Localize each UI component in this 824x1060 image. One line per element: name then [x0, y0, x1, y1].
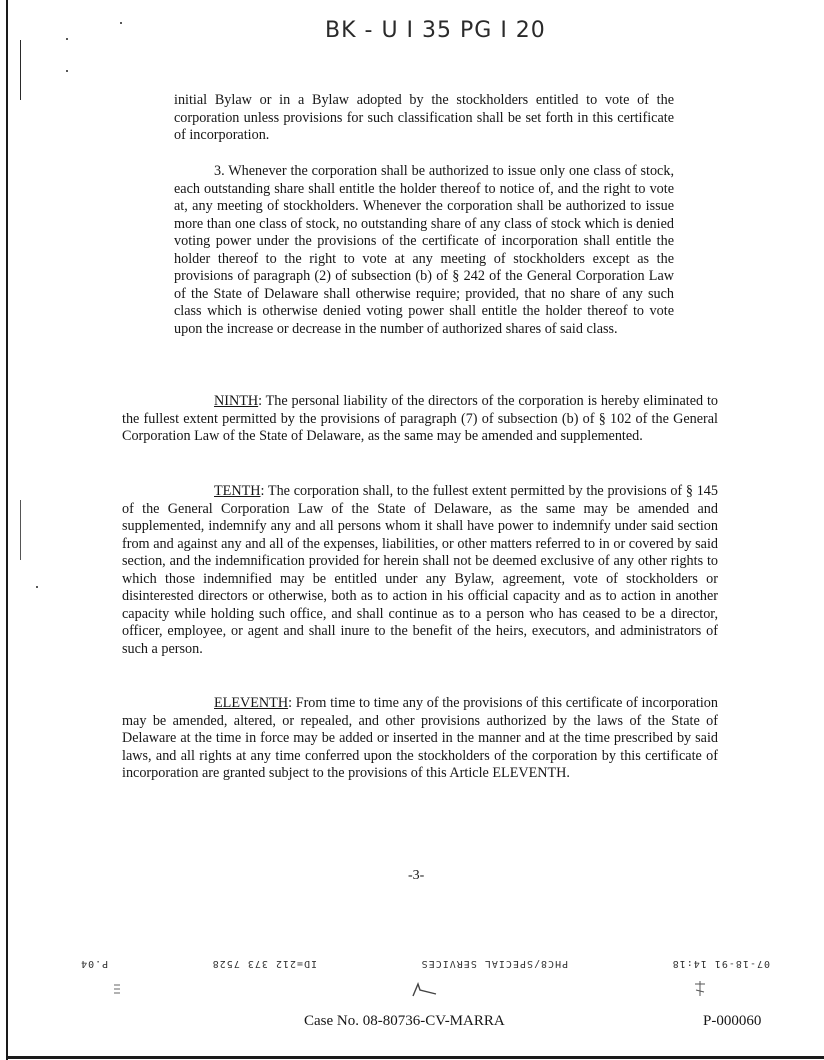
fax-phone: ID=212 373 7528	[211, 958, 318, 969]
scan-speck	[66, 38, 68, 40]
footer-case-number: Case No. 08-80736-CV-MARRA	[304, 1013, 505, 1029]
fax-sender: PHC8/SPECIAL SERVICES	[420, 958, 569, 969]
fax-page: P.04	[80, 958, 109, 969]
scan-border-left	[6, 0, 8, 1060]
article-eleventh-heading: ELEVENTH	[214, 695, 289, 711]
handwritten-mark	[692, 980, 708, 998]
article-tenth-heading: TENTH	[214, 483, 261, 499]
footer-bates-number: P-000060	[703, 1013, 762, 1029]
fax-date-time: 07-18-91 14:18	[671, 958, 770, 969]
article-eleventh	[122, 695, 718, 783]
article-tenth-text: : The corporation shall, to the fullest extent permitted by the provisions of § 145 of the General Corporation Law of the State of Delaware, as the same may be amended and supplemented, indemnify any and all persons whom it shall have power to indemnify under said section from and against any and all of the expenses, liabilities, or other matters referred to in or covered by said section, and the indemnification provided for herein shall not be deemed exclusive of any other rights to which those indemnified may be entitled under any Bylaw, agreement, vote of stockholders or disinterested directors or otherwise, both as to action in his official capacity and as to action in another capacity while holding such office, and shall continue as to a person who has ceased to be a director, officer, employee, or agent and shall inure to the benefit of the heirs, executors, and administrators of such a person.	[122, 483, 718, 657]
article-ninth-text: : The personal liability of the directors of the corporation is hereby eliminated to the fullest extent permitted by the provisions of paragraph (7) of subsection (b) of § 102 of the General Corporation Law of the State of Delaware, as the same may be amended and supplemented.	[122, 393, 718, 444]
handwritten-mark	[112, 982, 122, 996]
article-ninth-heading: NINTH	[214, 393, 259, 409]
paragraph-section-3: 3. Whenever the corporation shall be authorized to issue only one class of stock, each outstanding share shall entitle the holder thereof to notice of, and the right to vote at, any meeting of stockholders. Whenever the corporation shall be authorized to issue more than one class of stock, no outstanding share of any class of stock which is denied voting power under the provisions of the certificate of incorporation shall entitle the holder thereof to the right to vote at any meeting of stockholders except as the provisions of paragraph (2) of subsection (b) of § 242 of the General Corporation Law of the State of Delaware shall otherwise require; provided, that no share of any such class which is otherwise denied voting power shall entitle the holder thereof to vote upon the increase or decrease in the number of authorized shares of said class.	[174, 163, 674, 337]
scan-speck	[36, 586, 38, 588]
scan-margin-mark	[20, 40, 21, 100]
book-page-stamp: BK - U I 35 PG I 20	[325, 18, 546, 43]
handwritten-mark	[410, 980, 440, 1000]
page-number: -3-	[408, 868, 425, 883]
article-tenth	[122, 483, 718, 658]
article-ninth	[122, 393, 718, 446]
scan-speck	[66, 70, 68, 72]
scan-border-bottom	[6, 1056, 824, 1059]
fax-transmission-line	[80, 958, 770, 969]
article-eleventh-text: : From time to time any of the provisions of this certificate of incorporation may be amended, altered, or repealed, and other provisions authorized by the laws of the State of Delaware at the time in force may be added or inserted in the manner and at the time prescribed by said laws, and all rights at any time conferred upon the stockholders of the corporation by this certificate of incorporation are granted subject to the provisions of this Article ELEVENTH.	[122, 695, 718, 781]
scan-margin-mark	[20, 500, 21, 560]
paragraph-continuation: initial Bylaw or in a Bylaw adopted by the stockholders entitled to vote of the corporation unless provisions for such classification shall be set forth in this certificate of incorporation.	[174, 92, 674, 143]
scan-speck	[120, 22, 122, 24]
